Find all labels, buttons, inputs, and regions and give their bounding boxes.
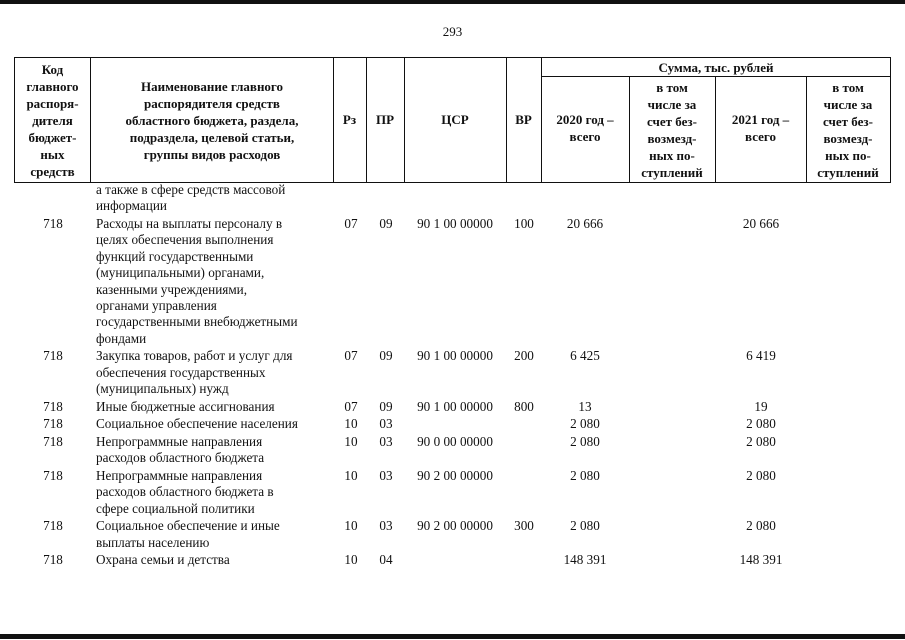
header-line: подраздела, целевой статьи, <box>129 130 295 145</box>
row-name-line: Социальное обеспечение населения <box>96 416 298 432</box>
row-kod: 718 <box>43 348 63 364</box>
row-name <box>96 552 332 568</box>
row-pr: 09 <box>379 398 393 414</box>
row-rz: 10 <box>344 468 358 483</box>
row-name-line: Непрограммные направления <box>96 468 263 483</box>
header-line: 2020 год – <box>556 112 614 127</box>
row-rz: 07 <box>344 398 358 414</box>
header-2020-total <box>541 111 629 145</box>
header-line: ных по- <box>825 148 871 163</box>
row-2020-total: 2 080 <box>570 416 600 432</box>
row-name <box>96 348 332 397</box>
row-name <box>96 518 332 551</box>
row-kod: 718 <box>43 518 63 534</box>
row-2021-total: 19 <box>754 398 768 414</box>
header-line: ступлений <box>641 165 703 180</box>
row-pr: 03 <box>379 518 393 534</box>
row-name <box>96 434 332 467</box>
row-name-line: а также в сфере средств массовой <box>96 182 286 197</box>
row-name-line: Закупка товаров, работ и услуг для <box>96 348 293 364</box>
row-kod: 718 <box>43 552 63 568</box>
row-2020-total: 148 391 <box>563 552 607 568</box>
row-2021-total: 2 080 <box>746 468 776 483</box>
header-line: счет без- <box>823 114 873 129</box>
row-vr: 200 <box>514 348 534 364</box>
row-rz: 10 <box>344 518 358 534</box>
row-csr: 90 1 00 00000 <box>417 216 493 231</box>
header-rz: Рз <box>342 112 357 127</box>
row-kod: 718 <box>43 416 63 432</box>
top-rule <box>0 0 905 4</box>
header-line: бюджет- <box>28 130 77 145</box>
header-vr: ВР <box>515 112 532 127</box>
row-name-line: Охрана семьи и детства <box>96 552 230 568</box>
row-2021-total: 2 080 <box>746 416 776 432</box>
row-name-line: Непрограммные направления <box>96 434 263 449</box>
row-name-line: Иные бюджетные ассигнования <box>96 398 275 414</box>
row-name-line: государственными внебюджетными <box>96 314 298 330</box>
header-line: 2021 год – <box>731 112 790 127</box>
row-name <box>96 416 332 432</box>
row-name-line: органами управления <box>96 298 217 314</box>
header-line: ных <box>40 147 65 162</box>
row-2021-total: 148 391 <box>739 552 783 568</box>
row-2021-total: 20 666 <box>742 216 780 231</box>
row-2020-total: 2 080 <box>570 434 600 449</box>
header-line: возмезд- <box>823 131 873 146</box>
header-line: счет без- <box>647 114 697 129</box>
header-csr: ЦСР <box>441 112 469 127</box>
row-pr: 09 <box>379 216 393 231</box>
row-name <box>96 399 332 415</box>
row-2021-total: 2 080 <box>746 518 776 534</box>
header-2020-free <box>629 79 715 181</box>
header-line: Наименование главного <box>140 79 284 94</box>
sum-group-divider <box>541 76 891 77</box>
header-line: числе за <box>823 97 873 112</box>
row-kod: 718 <box>43 468 63 483</box>
row-rz: 07 <box>344 348 358 364</box>
row-csr: 90 0 00 00000 <box>417 434 493 449</box>
row-vr: 300 <box>514 518 534 534</box>
header-line: областного бюджета, раздела, <box>125 113 299 128</box>
row-rz: 10 <box>344 434 358 449</box>
row-rz: 10 <box>344 552 358 568</box>
row-kod: 718 <box>43 216 63 231</box>
row-2020-total: 2 080 <box>570 468 600 483</box>
row-name-line: целях обеспечения выполнения <box>96 232 274 248</box>
header-2021-total <box>715 111 806 145</box>
row-name-line: фондами <box>96 330 147 346</box>
header-sum-group: Сумма, тыс. рублей <box>658 60 774 75</box>
row-2020-total: 20 666 <box>566 216 604 231</box>
header-line: средств <box>30 164 75 179</box>
row-name-line: Социальное обеспечение и иные <box>96 518 280 534</box>
header-kod <box>14 61 91 180</box>
header-line: в том <box>832 80 864 95</box>
row-csr: 90 1 00 00000 <box>417 348 493 364</box>
row-vr: 800 <box>514 398 534 414</box>
row-csr: 90 1 00 00000 <box>417 398 493 414</box>
header-line: группы видов расходов <box>143 147 281 162</box>
row-name-line: казенными учреждениями, <box>96 281 248 297</box>
row-name-line: расходов областного бюджета в <box>96 484 274 500</box>
page-number: 293 <box>442 24 463 39</box>
row-name-line: сфере социальной политики <box>96 500 255 516</box>
row-pr: 03 <box>379 468 393 483</box>
row-vr: 100 <box>514 216 534 231</box>
header-line: числе за <box>647 97 697 112</box>
row-2020-total: 13 <box>578 398 592 414</box>
row-kod: 718 <box>43 434 63 449</box>
row-pr: 09 <box>379 348 393 364</box>
header-line: распоря- <box>26 96 79 111</box>
header-line: главного <box>26 79 79 94</box>
row-pr: 03 <box>379 434 393 449</box>
row-name <box>96 182 332 215</box>
row-name-line: выплаты населению <box>96 534 210 550</box>
header-2021-free <box>806 79 890 181</box>
row-rz: 07 <box>344 216 358 231</box>
row-rz: 10 <box>344 416 358 432</box>
row-2021-total: 2 080 <box>746 434 776 449</box>
row-2020-total: 2 080 <box>570 518 600 534</box>
row-2021-total: 6 419 <box>746 348 776 364</box>
row-name-line: (муниципальных) нужд <box>96 381 229 397</box>
header-line: распорядителя средств <box>144 96 280 111</box>
row-name-line: расходов областного бюджета <box>96 450 265 466</box>
row-name-line: информации <box>96 198 167 214</box>
row-name <box>96 468 332 517</box>
header-line: в том <box>656 80 688 95</box>
bottom-rule <box>0 634 905 639</box>
row-name-line: функций государственными <box>96 248 254 264</box>
row-pr: 03 <box>379 416 393 432</box>
header-pr: ПР <box>375 112 395 127</box>
row-name-line: Расходы на выплаты персоналу в <box>96 216 283 231</box>
header-line: ступлений <box>817 165 879 180</box>
row-name-line: (муниципальными) органами, <box>96 265 265 281</box>
row-name-line: обеспечения государственных <box>96 364 266 380</box>
row-2020-total: 6 425 <box>570 348 600 364</box>
row-csr: 90 2 00 00000 <box>417 468 493 483</box>
header-line: возмезд- <box>647 131 697 146</box>
header-line: всего <box>745 129 776 144</box>
header-line: дителя <box>32 113 73 128</box>
header-top-border <box>14 57 891 58</box>
header-line: Код <box>41 62 64 77</box>
header-name <box>91 78 333 163</box>
header-line: всего <box>569 129 601 144</box>
row-name <box>96 216 332 347</box>
row-kod: 718 <box>43 398 63 414</box>
header-line: ных по- <box>649 148 695 163</box>
row-pr: 04 <box>379 552 393 568</box>
row-csr: 90 2 00 00000 <box>417 518 493 534</box>
